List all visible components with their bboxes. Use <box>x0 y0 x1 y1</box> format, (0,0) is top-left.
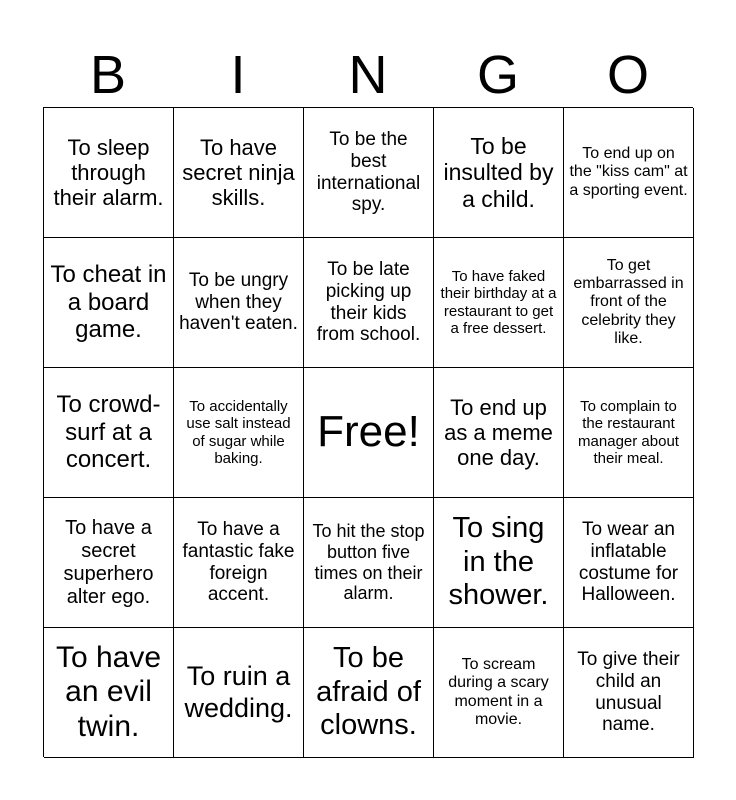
bingo-cell[interactable]: To sleep through their alarm. <box>44 108 174 238</box>
bingo-cell[interactable]: To end up on the "kiss cam" at a sporting event. <box>564 108 694 238</box>
bingo-cell[interactable]: To ruin a wedding. <box>174 628 304 758</box>
header-letter-i: I <box>230 45 246 105</box>
header-letter-b: B <box>89 45 127 105</box>
bingo-cell[interactable]: To be the best international spy. <box>304 108 434 238</box>
bingo-cell[interactable]: To get embarrassed in front of the celebrity they like. <box>564 238 694 368</box>
bingo-cell[interactable]: To have secret ninja skills. <box>174 108 304 238</box>
bingo-cell[interactable]: To give their child an unusual name. <box>564 628 694 758</box>
bingo-cell[interactable]: To be late picking up their kids from school. <box>304 238 434 368</box>
header-letter-g: G <box>476 45 519 105</box>
bingo-cell[interactable]: To crowd-surf at a concert. <box>44 368 174 498</box>
header-letter-o: O <box>606 45 649 105</box>
free-space-cell[interactable]: Free! <box>304 368 434 498</box>
bingo-cell[interactable]: To accidentally use salt instead of sugar while baking. <box>174 368 304 498</box>
bingo-cell[interactable]: To have a secret superhero alter ego. <box>44 498 174 628</box>
bingo-cell[interactable]: To end up as a meme one day. <box>434 368 564 498</box>
bingo-card-grid <box>43 107 693 757</box>
bingo-cell[interactable]: To have a fantastic fake foreign accent. <box>174 498 304 628</box>
bingo-header <box>43 44 693 106</box>
bingo-cell[interactable]: To scream during a scary moment in a movie. <box>434 628 564 758</box>
bingo-cell[interactable]: To sing in the shower. <box>434 498 564 628</box>
header-letter-n: N <box>348 45 388 105</box>
bingo-cell[interactable]: To complain to the restaurant manager about their meal. <box>564 368 694 498</box>
bingo-cell[interactable]: To be ungry when they haven't eaten. <box>174 238 304 368</box>
bingo-cell[interactable]: To have an evil twin. <box>44 628 174 758</box>
bingo-cell[interactable]: To hit the stop button five times on their alarm. <box>304 498 434 628</box>
bingo-cell[interactable]: To be insulted by a child. <box>434 108 564 238</box>
bingo-cell[interactable]: To wear an inflatable costume for Halloween. <box>564 498 694 628</box>
bingo-cell[interactable]: To have faked their birthday at a restaurant to get a free dessert. <box>434 238 564 368</box>
bingo-cell[interactable]: To be afraid of clowns. <box>304 628 434 758</box>
bingo-cell[interactable]: To cheat in a board game. <box>44 238 174 368</box>
